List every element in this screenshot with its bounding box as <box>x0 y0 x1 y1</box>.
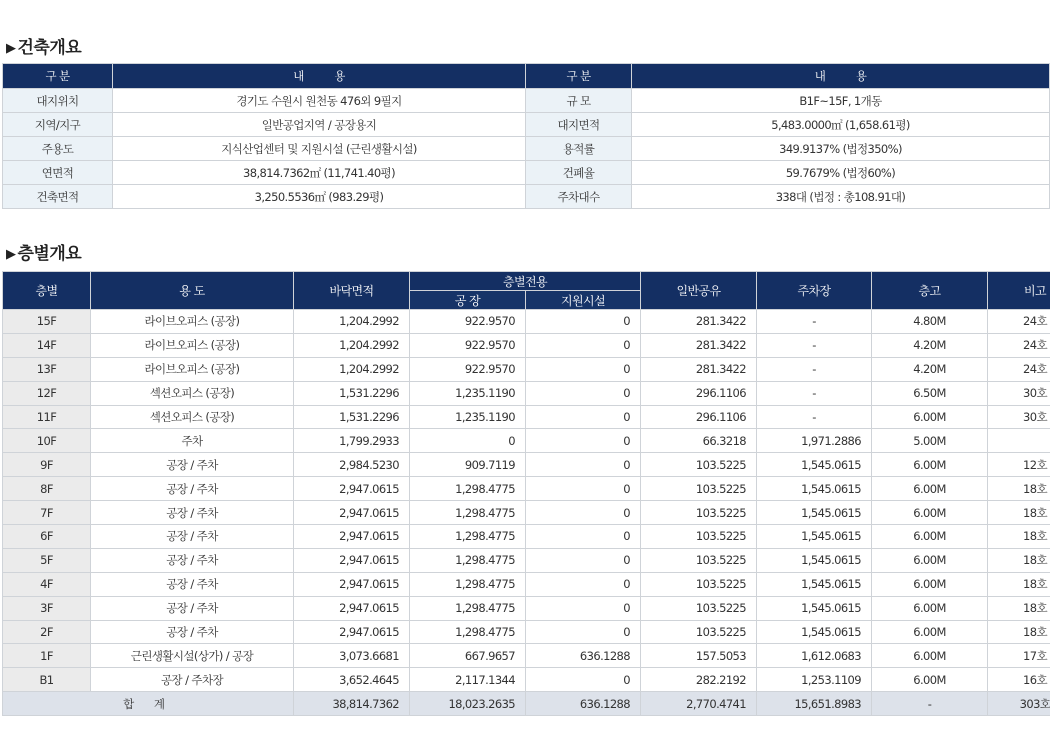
height-cell: 6.00M <box>872 453 988 477</box>
use-cell: 공장 / 주차 <box>91 572 294 596</box>
floor-cell: 5F <box>3 548 91 572</box>
parking-cell: - <box>757 333 872 357</box>
height-cell: 4.20M <box>872 357 988 381</box>
height-cell: 6.00M <box>872 644 988 668</box>
category-label: 대지면적 <box>526 113 632 137</box>
height-cell: 6.00M <box>872 501 988 525</box>
floor-cell: 1F <box>3 644 91 668</box>
factory-cell: 922.9570 <box>410 357 526 381</box>
factory-cell: 922.9570 <box>410 333 526 357</box>
total-area-cell: 38,814.7362 <box>294 692 410 716</box>
use-cell: 주차 <box>91 429 294 453</box>
category-label: 지역/지구 <box>3 113 113 137</box>
height-cell: 6.00M <box>872 405 988 429</box>
table-row <box>3 525 1050 549</box>
note-cell: 18호 <box>988 572 1050 596</box>
use-cell: 섹션오피스 (공장) <box>91 381 294 405</box>
parking-cell: 1,612.0683 <box>757 644 872 668</box>
common-cell: 296.1106 <box>641 405 757 429</box>
total-common-cell: 2,770.4741 <box>641 692 757 716</box>
floor-table-header <box>3 272 1050 291</box>
category-label: 주용도 <box>3 137 113 161</box>
floor-cell: 8F <box>3 477 91 501</box>
factory-cell: 2,117.1344 <box>410 668 526 692</box>
floor-cell: 2F <box>3 620 91 644</box>
height-cell: 5.00M <box>872 429 988 453</box>
floor-area-cell: 1,799.2933 <box>294 429 410 453</box>
floor-cell: 12F <box>3 381 91 405</box>
content-value: 3,250.5536㎡ (983.29평) <box>113 185 526 209</box>
factory-cell: 1,298.4775 <box>410 620 526 644</box>
support-cell: 0 <box>526 548 641 572</box>
header-floor: 층별 <box>3 272 91 310</box>
floor-overview-heading <box>6 239 81 264</box>
parking-cell: 1,545.0615 <box>757 501 872 525</box>
total-parking-cell: 15,651.8983 <box>757 692 872 716</box>
factory-cell: 909.7119 <box>410 453 526 477</box>
parking-cell: 1,545.0615 <box>757 596 872 620</box>
floor-cell: 13F <box>3 357 91 381</box>
table-row <box>3 453 1050 477</box>
support-cell: 0 <box>526 333 641 357</box>
height-cell: 6.00M <box>872 596 988 620</box>
note-cell: 18호 <box>988 596 1050 620</box>
table-row <box>3 310 1050 334</box>
height-cell: 4.20M <box>872 333 988 357</box>
note-cell: 24호 <box>988 310 1050 334</box>
floor-cell: 14F <box>3 333 91 357</box>
triangle-bullet-icon: ▶ <box>6 247 16 262</box>
use-cell: 공장 / 주차 <box>91 501 294 525</box>
building-overview-table <box>2 63 1050 209</box>
factory-cell: 1,235.1190 <box>410 381 526 405</box>
support-cell: 0 <box>526 310 641 334</box>
header-parking: 주차장 <box>757 272 872 310</box>
floor-cell: 9F <box>3 453 91 477</box>
height-cell: 4.80M <box>872 310 988 334</box>
building-row <box>3 185 1050 209</box>
support-cell: 0 <box>526 668 641 692</box>
table-row <box>3 381 1050 405</box>
building-overview-heading <box>6 33 81 58</box>
floor-overview-title: 층별개요 <box>17 244 82 264</box>
content-value: 일반공업지역 / 공장용지 <box>113 113 526 137</box>
common-cell: 103.5225 <box>641 525 757 549</box>
content-value: 경기도 수원시 원천동 476외 9필지 <box>113 89 526 113</box>
height-cell: 6.00M <box>872 620 988 644</box>
parking-cell: 1,545.0615 <box>757 525 872 549</box>
height-cell: 6.00M <box>872 525 988 549</box>
note-cell: 17호 <box>988 644 1050 668</box>
common-cell: 157.5053 <box>641 644 757 668</box>
parking-cell: 1,971.2886 <box>757 429 872 453</box>
use-cell: 공장 / 주차 <box>91 548 294 572</box>
parking-cell: - <box>757 381 872 405</box>
building-overview-title: 건축개요 <box>17 38 82 58</box>
header-support: 지원시설 <box>526 291 641 310</box>
category-label: 용적률 <box>526 137 632 161</box>
building-row <box>3 113 1050 137</box>
content-value: 38,814.7362㎡ (11,741.40평) <box>113 161 526 185</box>
floor-area-cell: 3,652.4645 <box>294 668 410 692</box>
header-category-1: 구 분 <box>3 64 113 89</box>
parking-cell: 1,545.0615 <box>757 620 872 644</box>
content-value: 338대 (법정 : 총108.91대) <box>632 185 1050 209</box>
floor-area-cell: 1,204.2992 <box>294 310 410 334</box>
common-cell: 281.3422 <box>641 310 757 334</box>
note-cell: 30호 <box>988 381 1050 405</box>
table-row <box>3 644 1050 668</box>
support-cell: 0 <box>526 501 641 525</box>
parking-cell: 1,545.0615 <box>757 477 872 501</box>
factory-cell: 0 <box>410 429 526 453</box>
total-label: 합 계 <box>3 692 294 716</box>
header-common: 일반공유 <box>641 272 757 310</box>
content-value: 5,483.0000㎡ (1,658.61평) <box>632 113 1050 137</box>
factory-cell: 1,298.4775 <box>410 501 526 525</box>
support-cell: 0 <box>526 572 641 596</box>
floor-area-cell: 1,204.2992 <box>294 333 410 357</box>
table-row <box>3 357 1050 381</box>
use-cell: 공장 / 주차 <box>91 620 294 644</box>
parking-cell: - <box>757 405 872 429</box>
floor-cell: 3F <box>3 596 91 620</box>
total-row <box>3 692 1050 716</box>
floor-cell: 7F <box>3 501 91 525</box>
floor-area-cell: 2,947.0615 <box>294 525 410 549</box>
floor-area-cell: 2,947.0615 <box>294 548 410 572</box>
category-label: 건폐율 <box>526 161 632 185</box>
use-cell: 라이브오피스 (공장) <box>91 357 294 381</box>
total-factory-cell: 18,023.2635 <box>410 692 526 716</box>
category-label: 건축면적 <box>3 185 113 209</box>
support-cell: 0 <box>526 477 641 501</box>
support-cell: 0 <box>526 453 641 477</box>
factory-cell: 667.9657 <box>410 644 526 668</box>
use-cell: 라이브오피스 (공장) <box>91 333 294 357</box>
header-note: 비고 <box>988 272 1050 310</box>
table-row <box>3 477 1050 501</box>
factory-cell: 1,235.1190 <box>410 405 526 429</box>
header-exclusive: 층별전용 <box>410 272 641 291</box>
height-cell: 6.00M <box>872 548 988 572</box>
support-cell: 0 <box>526 429 641 453</box>
header-category-2: 구 분 <box>526 64 632 89</box>
floor-area-cell: 2,984.5230 <box>294 453 410 477</box>
support-cell: 0 <box>526 381 641 405</box>
floor-cell: 6F <box>3 525 91 549</box>
support-cell: 0 <box>526 405 641 429</box>
table-row <box>3 429 1050 453</box>
note-cell: 12호 <box>988 453 1050 477</box>
header-floor-area: 바닥면적 <box>294 272 410 310</box>
floor-cell: 4F <box>3 572 91 596</box>
support-cell: 0 <box>526 620 641 644</box>
note-cell: 18호 <box>988 501 1050 525</box>
height-cell: 6.00M <box>872 572 988 596</box>
parking-cell: 1,545.0615 <box>757 548 872 572</box>
building-row <box>3 137 1050 161</box>
note-cell: 24호 <box>988 357 1050 381</box>
floor-area-cell: 1,204.2992 <box>294 357 410 381</box>
support-cell: 0 <box>526 525 641 549</box>
note-cell: 18호 <box>988 525 1050 549</box>
parking-cell: 1,253.1109 <box>757 668 872 692</box>
support-cell: 636.1288 <box>526 644 641 668</box>
common-cell: 103.5225 <box>641 620 757 644</box>
use-cell: 공장 / 주차 <box>91 596 294 620</box>
common-cell: 103.5225 <box>641 501 757 525</box>
category-label: 연면적 <box>3 161 113 185</box>
table-row <box>3 620 1050 644</box>
use-cell: 공장 / 주차 <box>91 525 294 549</box>
floor-area-cell: 2,947.0615 <box>294 596 410 620</box>
common-cell: 281.3422 <box>641 333 757 357</box>
height-cell: 6.50M <box>872 381 988 405</box>
common-cell: 103.5225 <box>641 477 757 501</box>
factory-cell: 922.9570 <box>410 310 526 334</box>
factory-cell: 1,298.4775 <box>410 572 526 596</box>
factory-cell: 1,298.4775 <box>410 525 526 549</box>
common-cell: 282.2192 <box>641 668 757 692</box>
common-cell: 66.3218 <box>641 429 757 453</box>
floor-area-cell: 1,531.2296 <box>294 405 410 429</box>
building-row <box>3 161 1050 185</box>
floor-cell: 15F <box>3 310 91 334</box>
use-cell: 공장 / 주차 <box>91 477 294 501</box>
table-row <box>3 668 1050 692</box>
category-label: 대지위치 <box>3 89 113 113</box>
support-cell: 0 <box>526 596 641 620</box>
category-label: 규 모 <box>526 89 632 113</box>
note-cell <box>988 429 1050 453</box>
table-row <box>3 572 1050 596</box>
floor-area-cell: 2,947.0615 <box>294 620 410 644</box>
content-value: B1F~15F, 1개동 <box>632 89 1050 113</box>
support-cell: 0 <box>526 357 641 381</box>
floor-area-cell: 2,947.0615 <box>294 501 410 525</box>
floor-area-cell: 1,531.2296 <box>294 381 410 405</box>
content-value: 지식산업센터 및 지원시설 (근린생활시설) <box>113 137 526 161</box>
floor-cell: 10F <box>3 429 91 453</box>
common-cell: 296.1106 <box>641 381 757 405</box>
factory-cell: 1,298.4775 <box>410 477 526 501</box>
parking-cell: 1,545.0615 <box>757 572 872 596</box>
total-note-cell: 303호 <box>988 692 1050 716</box>
height-cell: 6.00M <box>872 477 988 501</box>
header-height: 층고 <box>872 272 988 310</box>
common-cell: 281.3422 <box>641 357 757 381</box>
use-cell: 근린생활시설(상가) / 공장 <box>91 644 294 668</box>
header-factory: 공 장 <box>410 291 526 310</box>
note-cell: 16호 <box>988 668 1050 692</box>
total-height-cell: - <box>872 692 988 716</box>
use-cell: 공장 / 주차 <box>91 453 294 477</box>
note-cell: 18호 <box>988 477 1050 501</box>
note-cell: 18호 <box>988 548 1050 572</box>
note-cell: 30호 <box>988 405 1050 429</box>
content-value: 349.9137% (법정350%) <box>632 137 1050 161</box>
triangle-bullet-icon: ▶ <box>6 41 16 56</box>
floor-cell: 11F <box>3 405 91 429</box>
header-content-1: 내 용 <box>113 64 526 89</box>
table-row <box>3 405 1050 429</box>
parking-cell: 1,545.0615 <box>757 453 872 477</box>
content-value: 59.7679% (법정60%) <box>632 161 1050 185</box>
common-cell: 103.5225 <box>641 572 757 596</box>
use-cell: 라이브오피스 (공장) <box>91 310 294 334</box>
use-cell: 공장 / 주차장 <box>91 668 294 692</box>
building-row <box>3 89 1050 113</box>
factory-cell: 1,298.4775 <box>410 596 526 620</box>
table-row <box>3 333 1050 357</box>
parking-cell: - <box>757 357 872 381</box>
parking-cell: - <box>757 310 872 334</box>
note-cell: 18호 <box>988 620 1050 644</box>
table-row <box>3 501 1050 525</box>
table-row <box>3 596 1050 620</box>
common-cell: 103.5225 <box>641 453 757 477</box>
floor-overview-table <box>2 271 1050 716</box>
building-table-header <box>3 64 1050 89</box>
header-use: 용 도 <box>91 272 294 310</box>
floor-area-cell: 2,947.0615 <box>294 572 410 596</box>
floor-area-cell: 3,073.6681 <box>294 644 410 668</box>
note-cell: 24호 <box>988 333 1050 357</box>
category-label: 주차대수 <box>526 185 632 209</box>
common-cell: 103.5225 <box>641 596 757 620</box>
header-content-2: 내 용 <box>632 64 1050 89</box>
common-cell: 103.5225 <box>641 548 757 572</box>
factory-cell: 1,298.4775 <box>410 548 526 572</box>
use-cell: 섹션오피스 (공장) <box>91 405 294 429</box>
total-support-cell: 636.1288 <box>526 692 641 716</box>
floor-area-cell: 2,947.0615 <box>294 477 410 501</box>
floor-cell: B1 <box>3 668 91 692</box>
table-row <box>3 548 1050 572</box>
height-cell: 6.00M <box>872 668 988 692</box>
